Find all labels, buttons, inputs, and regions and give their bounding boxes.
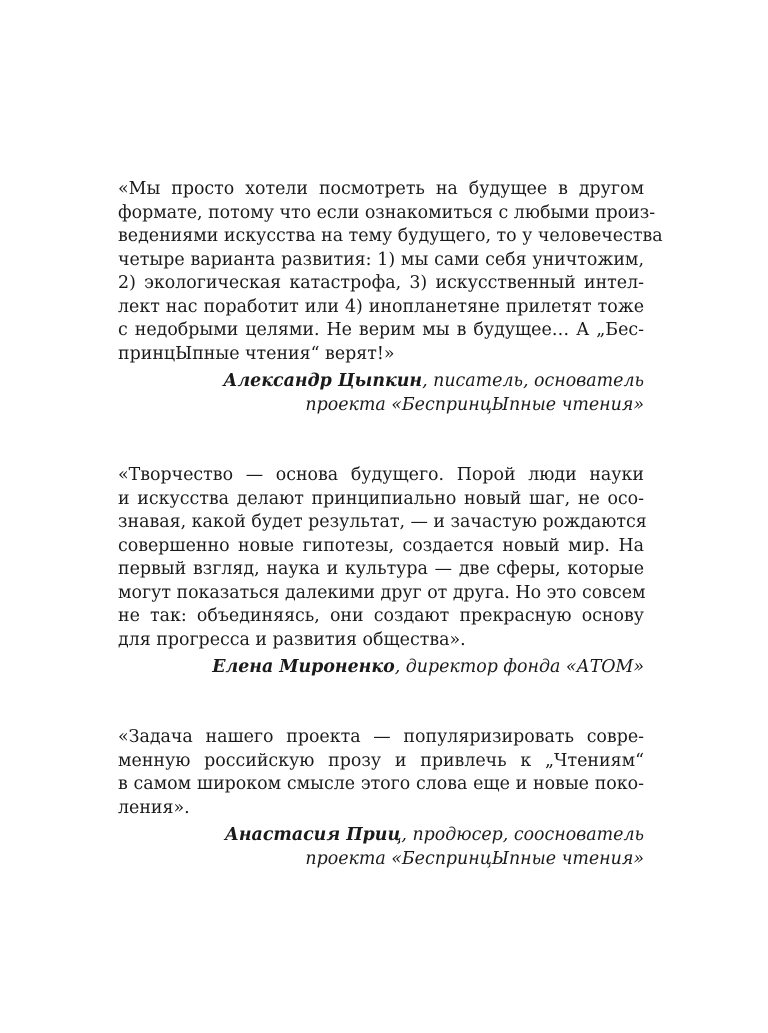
author-name: Александр Цыпкин: [223, 371, 423, 391]
quote-line: для прогресса и развития общества».: [118, 629, 466, 650]
author-role: , директор фонда «АТОМ»: [394, 657, 644, 677]
author-role: , писатель, основатель: [422, 371, 644, 391]
quote-block: [118, 726, 644, 871]
quote-line: совершенно новые гипотезы, создается новый мир. На: [118, 535, 644, 556]
quote-line: принцЫпные чтения“ верят!»: [118, 343, 395, 364]
quote-line: знавая, какой будет результат, — и зачастую рождаются: [118, 512, 647, 532]
quote-text: [118, 726, 644, 820]
quote-line: «Творчество — основа будущего. Порой люди науки: [118, 465, 644, 485]
page-content: [118, 178, 663, 871]
quote-line: и искусства делают принципиально новый шаг, не осо-: [118, 488, 644, 509]
quote-line: «Задача нашего проекта — популяризировать совре-: [118, 727, 644, 747]
quote-line: первый взгляд, наука и культура — две сферы, которые: [118, 559, 644, 579]
author-name: Елена Мироненко: [212, 657, 395, 677]
quote-line: менную российскую прозу и привлечь к „Чтениям“: [118, 750, 644, 771]
quote-text: [118, 178, 663, 366]
author-name: Анастасия Приц: [224, 825, 402, 845]
quote-line: с недобрыми целями. Не верим мы в будущее… А „Бес-: [118, 320, 644, 340]
quote-attribution: [118, 823, 644, 871]
quote-line: в самом широком смысле этого слова еще и новые поко-: [118, 774, 644, 794]
quote-attribution: [118, 655, 644, 679]
quote-line: могут показаться далекими друг от друга. Но это совсем: [118, 582, 646, 603]
author-role-continued: проекта «БеспринцЫпные чтения»: [305, 849, 644, 869]
quote-line: не так: объединяясь, они создают прекрасную основу: [118, 606, 644, 626]
quote-block: [118, 178, 663, 417]
quote-text: [118, 464, 647, 652]
quote-attribution: [118, 369, 644, 417]
quote-line: 2) экологическая катастрофа, 3) искусственный интел-: [118, 273, 644, 293]
quote-line: лект нас поработит или 4) инопланетяне прилетят тоже: [118, 296, 644, 317]
quote-block: [118, 464, 647, 679]
author-role: , продюсер, сооснователь: [401, 825, 644, 845]
quote-line: «Мы просто хотели посмотреть на будущее в другом: [118, 179, 644, 199]
quote-line: четыре варианта развития: 1) мы сами себя уничтожим,: [118, 249, 644, 270]
quote-line: формате, потому что если ознакомиться с любыми произ-: [118, 202, 656, 223]
quote-line: ведениями искусства на тему будущего, то у человечества: [118, 226, 663, 246]
quote-line: ления».: [118, 797, 190, 818]
author-role-continued: проекта «БеспринцЫпные чтения»: [305, 395, 644, 415]
